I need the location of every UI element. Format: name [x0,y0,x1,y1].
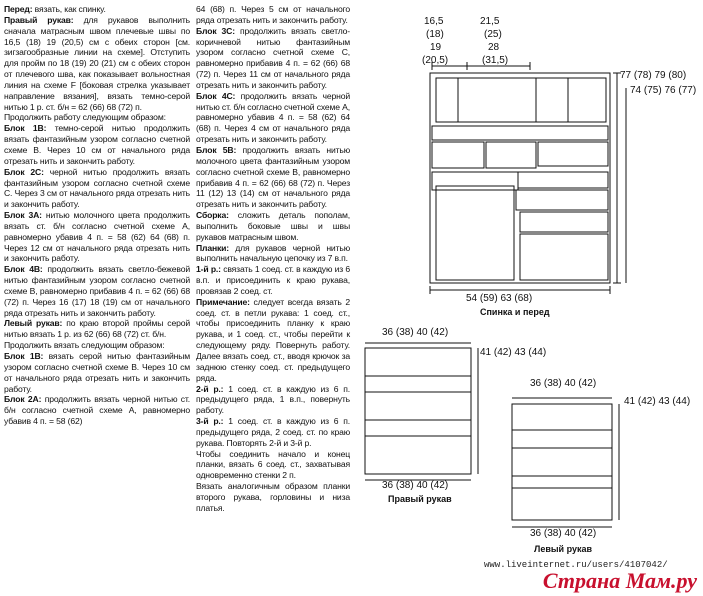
instruction-text: продолжить вязать черной нитью ст. б/н согласно счетной схеме А, равномерно убавив 4 п. = 58 (62) 64 (68) п. Через 4 см от начального ряда отрезать нить и закончить работу. [196,90,350,145]
instruction-text: вязать, как спинку. [32,4,106,14]
dim-label: (20,5) [422,55,449,66]
dim-label: 28 [488,42,500,53]
instruction-text: черной нитью продолжить вязать фантазийным узором согласно счетной схеме С. Через 3 см от начального ряда отрезать нить и закончить работу. [4,166,191,210]
dim-label: 16,5 [424,16,444,27]
dim-label: 54 (59) 63 (68) [466,293,533,304]
dim-label: 36 (38) 40 (42) [382,480,449,491]
block-outline [520,212,608,232]
instruction-text: темно-серой нитью продолжить вязать фантазийным узором согласно счетной схеме В. Через 10 см от начального ряда отрезать нить и закончить работу. [4,123,190,166]
instruction-heading: Примечание: [196,296,250,307]
instruction-text: сложить деталь пополам, выполнить боковые швы и швы рукавов матрасным швом. [196,210,350,242]
instruction-text: для рукавов черной нитью выполнить начальную цепочку из 7 в.п. [196,242,350,264]
instruction-text: продолжить вязать светло-коричневой нитью фантазийным узором согласно счетной схеме С, равномерно прибавив 4 п. = 62 (66) 68 (72) п. Через 11 см от начального ряда отрезать нить и закончить работу. [196,25,350,90]
dim-label: 74 (75) 76 (77) [630,85,697,96]
block-outline [516,190,608,210]
instruction-heading: Блок 4В: [4,264,43,275]
instruction-heading: Перед: [4,4,33,14]
instruction-text: 1 соед. ст. в каждую из 6 п. предыдущего ряда, 2 соед. ст. по краю рукава. Повторять 2-й и 3-й р. [196,416,350,448]
block-outline [432,172,518,190]
instruction-text: по краю второй проймы серой нитью вязать 1 р. из 62 (66) 68 (72) ст. б/н. [4,318,190,340]
instruction-text: для рукавов выполнить сначала матрасным швом плечевые швы по 16,5 (18) 19 (20,5) см с обеих сторон [см. зигзагообразные линии на схеме]. Отступить для пройм по 18 (19) 20 (21) см с обеих сторон от плечевого шва, как показывает вольностная линия на схеме F [боковая стрелка указывает направление вязания], вязать темно-серой нитью 1 р. ст. б/н = 62 (66) 68 (72) п. [4,14,190,112]
block-outline [538,142,608,166]
dim-label: (25) [484,29,502,40]
instruction-heading: 3-й р.: [196,416,224,427]
dim-label: (31,5) [482,55,509,66]
instruction-heading: 1-й р.: [196,264,221,275]
instruction-text: продолжить вязать светло-бежевой нитью фантазийным узором согласно счетной схеме В, равномерно прибавив 4 п. = 62 (66) 68 (72) п. Через 16 (17) 18 (19) см от начального ряда отрезать нить и закончить работу. [4,264,191,318]
instruction-text: Вязать аналогичным образом планки второго рукава, горловины и низа платья. [196,481,350,513]
instruction-text: Чтобы соединить начало и конец планки, вязать 6 соед. ст., захватывая одновременно стенки 2 п. [196,448,350,481]
dim-label: 36 (38) 40 (42) [530,378,597,389]
sleeve-outline [512,404,612,520]
block-outline [436,78,458,122]
instruction-text: продолжить вязать нитью молочного цвета фантазийным узором согласно счетной схеме В, равномерно прибавив 4 п. = 62 (66) 68 (72) п. Через 11 (12) 13 (14) см от начального ряда отрезать нить и закончить работу. [196,144,350,210]
instruction-text: следует всегда вязать 2 соед. ст. в петли рукава: 1 соед. ст., чтобы присоединить планку к краю рукава, и 1 соед. ст., чтобы перейти к следующему ряду. Повернуть работу. Далее вязать соед. ст., вводя крючок за заднюю стенку соед. ст. предыдущего ряда. [196,296,350,383]
instruction-heading: Блок 5В: [196,144,237,155]
dim-label: (18) [426,29,444,40]
source-url: www.liveinternet.ru/users/4107042/ [484,560,668,570]
diagram-caption: Левый рукав [534,544,592,554]
right-sleeve-diagram [365,343,478,480]
dim-label: 36 (38) 40 (42) [530,528,597,539]
block-outline [432,142,484,168]
block-outline [458,78,536,122]
instruction-heading: Блок 2А: [4,394,42,405]
block-outline [536,78,568,122]
diagram-caption: Правый рукав [388,494,452,504]
instruction-heading: 2-й р.: [196,383,224,394]
left-sleeve-diagram [512,398,619,527]
instruction-heading: Планки: [196,242,230,253]
instruction-text: 64 (68) п. Через 5 см от начального ряда отрезать нить и закончить работу. [196,4,350,25]
instruction-heading: Блок 1В: [4,123,47,134]
instruction-text: 1 соед. ст. в каждую из 6 п. предыдущего ряда, 1 в.п., повернуть работу. [196,383,350,416]
instruction-heading: Блок 1В: [4,351,44,361]
instruction-heading: Блок 3С: [196,25,235,36]
instruction-heading: Левый рукав: [4,318,63,329]
instruction-heading: Правый рукав: [4,14,74,25]
instruction-text: продолжить вязать черной нитью ст. б/н согласно счетной схеме А, равномерно убавив 4 п. = 58 (62) [4,394,191,427]
dim-label: 41 (42) 43 (44) [480,347,547,358]
diagram-caption: Спинка и перед [480,307,550,317]
instruction-heading: Блок 4С: [196,90,236,101]
block-outline [520,234,608,280]
instruction-heading: Блок 2С: [4,166,44,177]
block-outline [436,186,514,280]
back-front-diagram [430,62,626,294]
sleeve-outline [365,348,471,474]
dim-label: 36 (38) 40 (42) [382,327,449,338]
block-outline [486,142,536,168]
instruction-heading: Сборка: [196,210,229,221]
dim-label: 19 [430,42,442,53]
block-outline [518,172,608,188]
dim-label: 77 (78) 79 (80) [620,70,687,81]
instruction-text: Продолжить работу следующим образом: [4,112,166,123]
instruction-text: Продолжить вязать следующим образом: [4,340,165,351]
instruction-heading: Блок 3А: [4,210,42,221]
block-outline [432,126,608,140]
watermark-logo: Страна Мам.ру [542,568,697,593]
instruction-text: связать 1 соед. ст. в каждую из 6 в.п. и присоединить к краю рукава, провязав 2 соед. ст. [196,264,351,296]
block-outline [568,78,606,122]
dim-label: 41 (42) 43 (44) [624,396,691,407]
dim-label: 21,5 [480,16,500,27]
instruction-text: нитью молочного цвета продолжить вязать ст. б/н согласно счетной схеме А, равномерно убавив 4 п. = 58 (62) 64 (68) п. Через 12 см от начального ряда отрезать нить и закончить работу. [4,210,191,264]
instruction-text: вязать серой нитью фантазийным узором согласно счетной схеме В. Через 10 см от начального ряда отрезать нить и закончить работу. [4,351,190,394]
